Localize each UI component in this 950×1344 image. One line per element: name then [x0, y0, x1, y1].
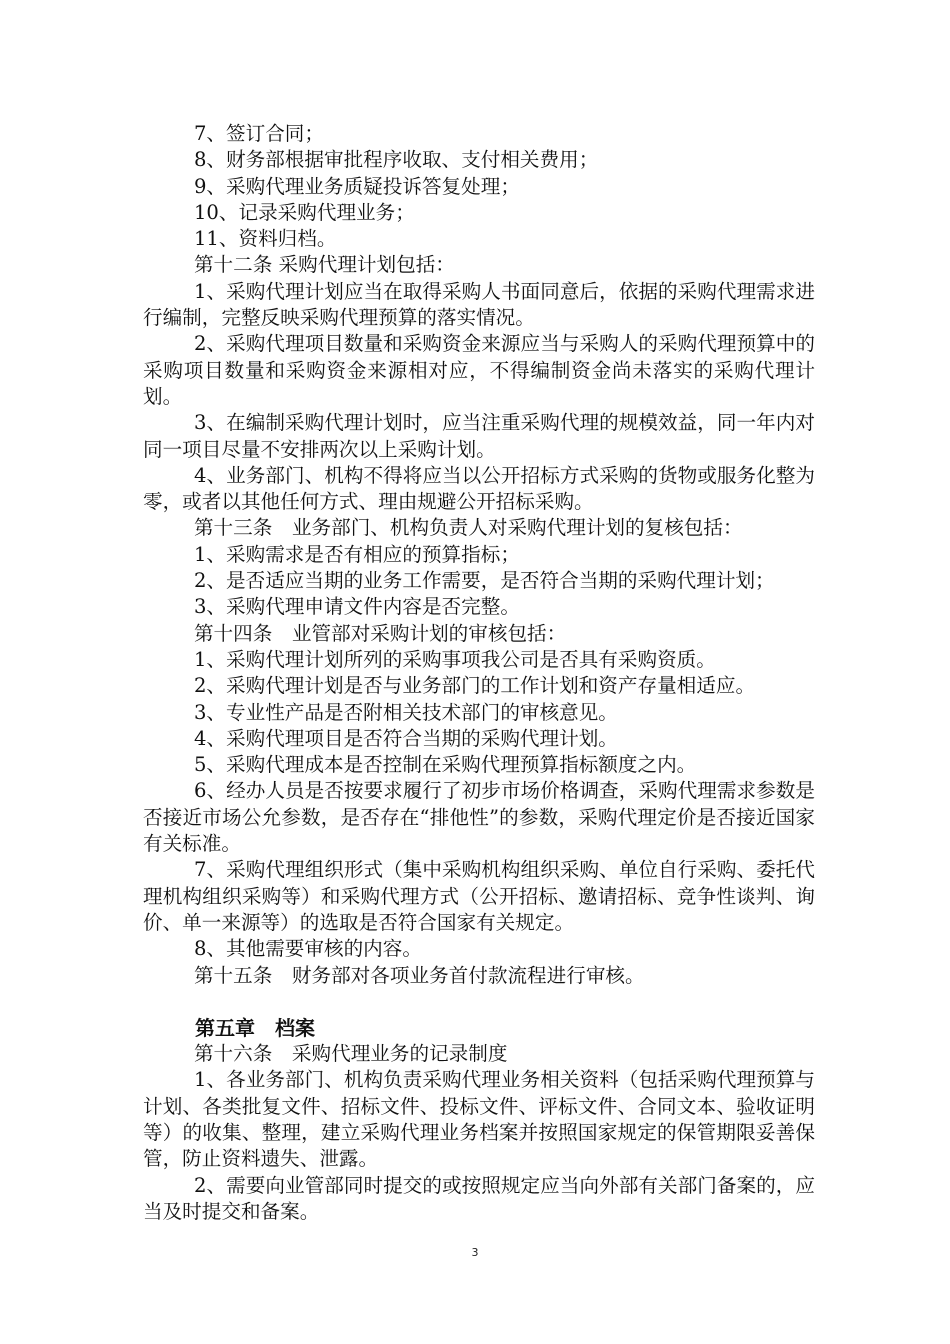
- paragraph: 2、采购代理项目数量和采购资金来源应当与采购人的采购代理预算中的采购项目数量和采购资金来源相对应，不得编制资金尚未落实的采购代理计划。: [143, 332, 815, 408]
- paragraph: 2、采购代理计划是否与业务部门的工作计划和资产存量相适应。: [193, 674, 756, 698]
- article-title: 第十四条 业管部对采购计划的审核包括：: [193, 621, 567, 645]
- paragraph: 6、经办人员是否按要求履行了初步市场价格调查，采购代理需求参数是否接近市场公允参数，是否存在“排他性”的参数，采购代理定价是否接近国家有关标准。: [143, 779, 815, 856]
- paragraph: 1、各业务部门、机构负责采购代理业务相关资料（包括采购代理预算与计划、各类批复文件、招标文件、投标文件、评标文件、合同文本、验收证明等）的收集、整理，建立采购代理业务档案并按照国家规定的保管期限妥善保管，防止资料遗失、泄露。: [143, 1068, 815, 1171]
- paragraph: 3、专业性产品是否附相关技术部门的审核意见。: [193, 700, 618, 724]
- paragraph: 3、采购代理申请文件内容是否完整。: [193, 595, 520, 619]
- paragraph: 1、采购代理计划应当在取得采购人书面同意后，依据的采购代理需求进行编制，完整反映采购代理预算的落实情况。: [143, 279, 815, 330]
- paragraph: 7、签订合同；: [193, 122, 324, 145]
- paragraph: 1、采购需求是否有相应的预算指标；: [193, 542, 520, 566]
- paragraph: 2、是否适应当期的业务工作需要，是否符合当期的采购代理计划；: [193, 569, 775, 593]
- paragraph: 2、需要向业管部同时提交的或按照规定应当向外部有关部门备案的，应当及时提交和备案。: [143, 1173, 815, 1223]
- document-body: [143, 121, 815, 1225]
- paragraph: 5、采购代理成本是否控制在采购代理预算指标额度之内。: [193, 753, 697, 777]
- paragraph: 7、采购代理组织形式（集中采购机构组织采购、单位自行采购、委托代理机构组织采购等）和采购代理方式（公开招标、邀请招标、竞争性谈判、询价、单一来源等）的选取是否符合国家有关规定。: [143, 858, 815, 934]
- paragraph: 4、业务部门、机构不得将应当以公开招标方式采购的货物或服务化整为零，或者以其他任何方式、理由规避公开招标采购。: [143, 463, 815, 514]
- chapter-heading: 第五章 档案: [195, 1015, 315, 1040]
- paragraph: 8、其他需要审核的内容。: [193, 937, 422, 961]
- paragraph: 3、在编制采购代理计划时，应当注重采购代理的规模效益，同一年内对同一项目尽量不安排两次以上采购计划。: [143, 411, 815, 461]
- paragraph: 1、采购代理计划所列的采购事项我公司是否具有采购资质。: [193, 647, 716, 671]
- paragraph: 10、记录采购代理业务；: [193, 200, 415, 224]
- paragraph: 9、采购代理业务质疑投诉答复处理；: [193, 174, 520, 198]
- paragraph: 8、财务部根据审批程序收取、支付相关费用；: [193, 148, 599, 172]
- paragraph: 4、采购代理项目是否符合当期的采购代理计划。: [193, 726, 618, 750]
- page-number: 3: [471, 1246, 479, 1259]
- article-title: 第十六条 采购代理业务的记录制度: [193, 1042, 508, 1066]
- article-title: 第十五条 财务部对各项业务首付款流程进行审核。: [193, 963, 645, 987]
- article-title: 第十三条 业务部门、机构负责人对采购代理计划的复核包括：: [193, 516, 743, 540]
- paragraph: 11、资料归档。: [193, 227, 337, 251]
- article-title: 第十二条 采购代理计划包括：: [193, 253, 455, 277]
